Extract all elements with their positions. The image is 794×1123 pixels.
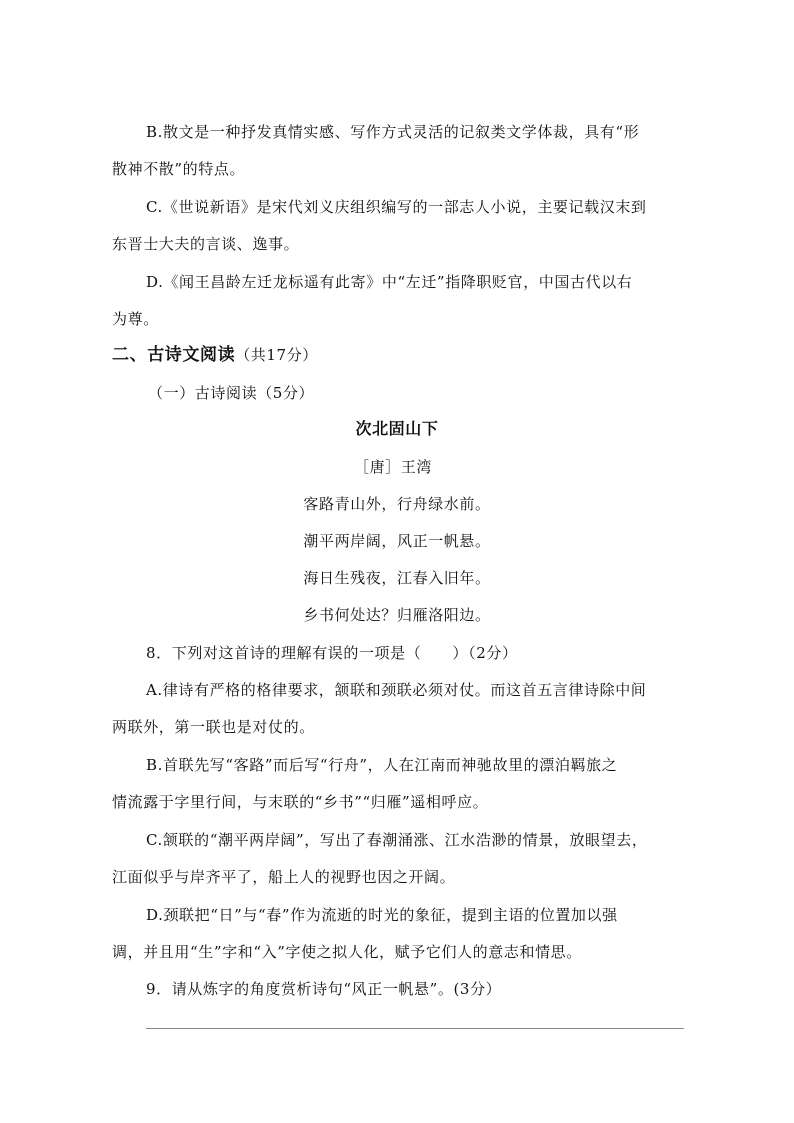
poem-title: 次北固山下 <box>355 419 439 438</box>
poem-line: 客路青山外，行舟绿水前。 <box>303 495 491 513</box>
poem-author: ［唐］王湾 <box>353 458 432 476</box>
section-heading <box>112 344 318 366</box>
option-d-line2: 为尊。 <box>112 310 159 328</box>
option-c-line2: 东晋士大夫的言谈、逸事。 <box>112 235 300 253</box>
subsection-heading: （一）古诗阅读（5分） <box>148 384 315 402</box>
option-b-line1: B.散文是一种抒发真情实感、写作方式灵活的记叙类文学体裁，具有“形 <box>146 123 640 141</box>
poem-line: 乡书何处达？归雁洛阳边。 <box>303 606 491 624</box>
q8-option-d-line2: 调，并且用“生”字和“入”字使之拟人化，赋予它们人的意志和情思。 <box>112 943 582 961</box>
q8-option-d-line1: D.颈联把“日”与“春”作为流逝的时光的象征，提到主语的位置加以强 <box>146 906 618 924</box>
poem-line: 海日生残夜，江春入旧年。 <box>303 569 491 587</box>
option-d-line1: D.《闻王昌龄左迁龙标遥有此寄》中“左迁”指降职贬官，中国古代以右 <box>146 273 633 291</box>
q8-option-a-line2: 两联外，第一联也是对仗的。 <box>112 718 315 736</box>
poem-line: 潮平两岸阔，风正一帆悬。 <box>303 532 491 550</box>
question-9-stem: 9．请从炼字的角度赏析诗句“风正一帆悬”。(3分） <box>146 980 502 998</box>
option-c-line1: C.《世说新语》是宋代刘义庆组织编写的一部志人小说，主要记载汉末到 <box>146 198 647 216</box>
q8-option-a-line1: A.律诗有严格的格律要求，颔联和颈联必须对仗。而这首五言律诗除中间 <box>146 681 647 699</box>
section-title: 二、古诗文阅读 <box>112 345 236 365</box>
q8-option-b-line1: B.首联先写“客路”而后写“行舟”，人在江南而神驰故里的漂泊羁旅之 <box>146 756 618 774</box>
section-score: （共17分） <box>235 346 318 364</box>
q8-option-b-line2: 情流露于字里行间，与末联的“乡书”“归雁”遥相呼应。 <box>112 793 489 811</box>
q8-option-c-line1: C.颔联的“潮平两岸阔”，写出了春潮涌涨、江水浩渺的情景，放眼望去， <box>146 831 648 849</box>
option-b-line2: 散神不散”的特点。 <box>112 160 246 178</box>
answer-line[interactable] <box>146 1028 684 1029</box>
question-8-stem: 8．下列对这首诗的理解有误的一项是（ ）（2分） <box>146 644 518 662</box>
q8-option-c-line2: 江面似乎与岸齐平了，船上人的视野也因之开阔。 <box>112 868 456 886</box>
